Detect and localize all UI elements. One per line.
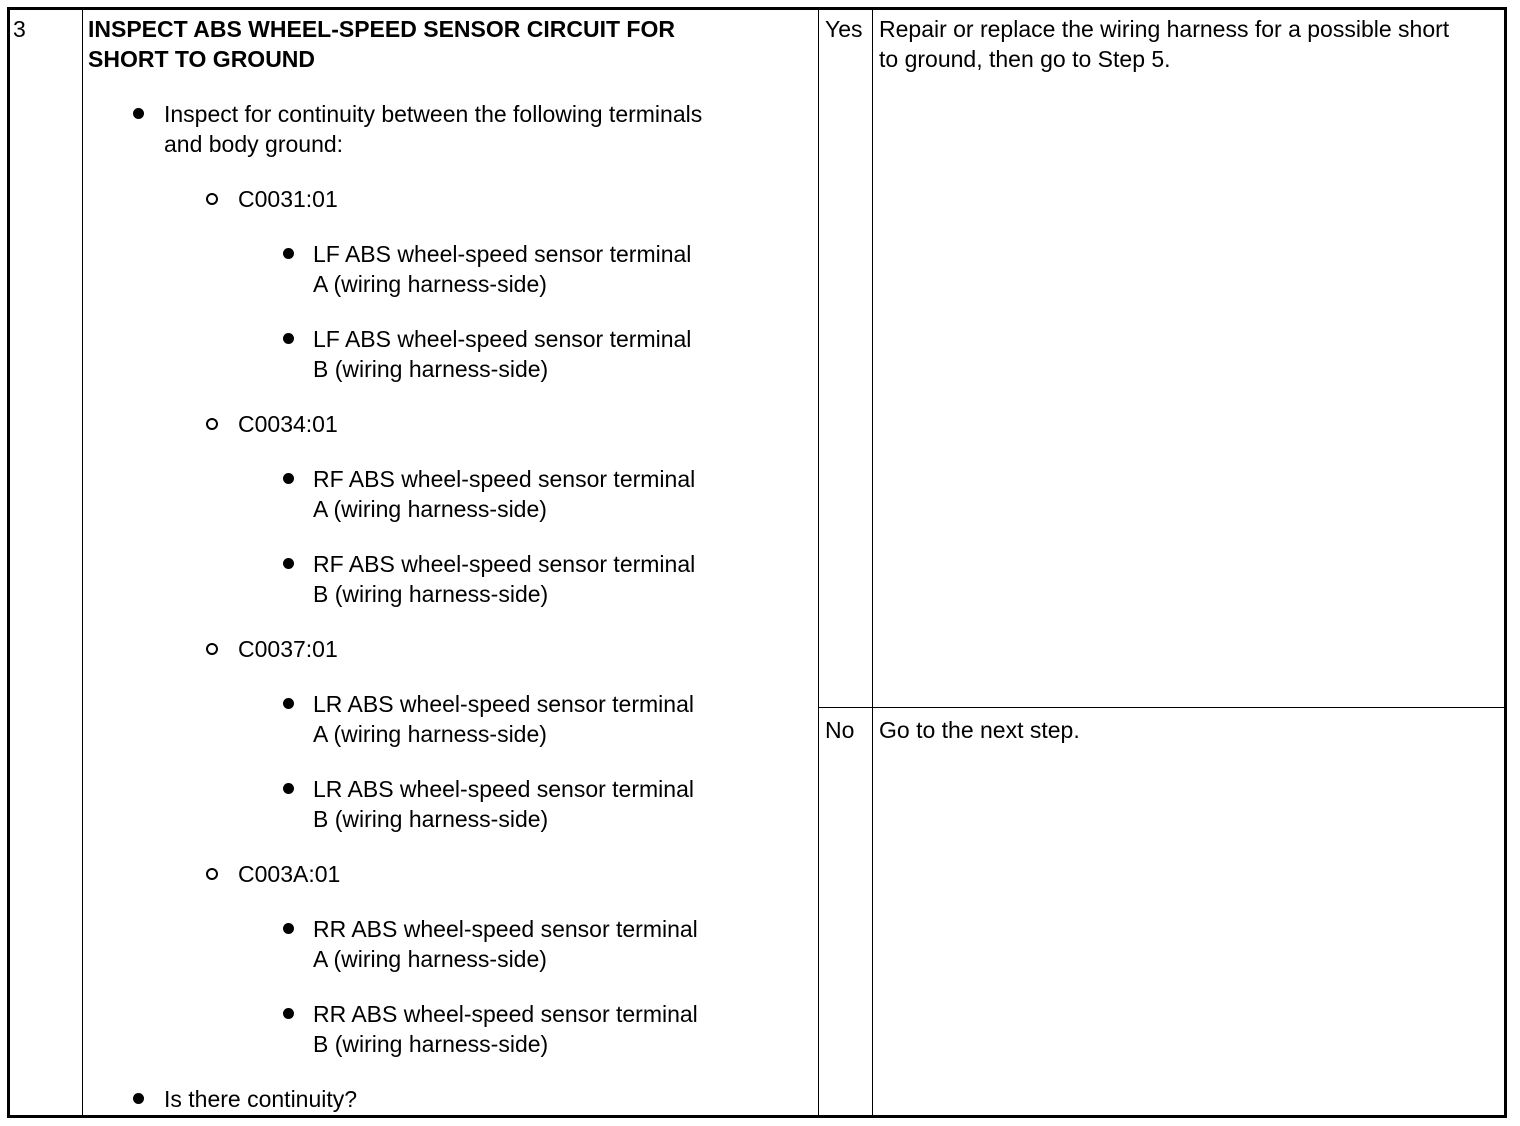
terminal-item-line-1: RR ABS wheel-speed sensor terminal <box>313 1001 698 1027</box>
circle-bullet-icon <box>206 418 218 430</box>
terminal-item-line-1: RF ABS wheel-speed sensor terminal <box>313 466 696 492</box>
connector-label-c0037: C0037:01 <box>238 636 338 662</box>
bullet-icon <box>133 108 144 119</box>
question-text: Is there continuity? <box>164 1086 358 1112</box>
intro-line-1: Inspect for continuity between the following terminals <box>164 101 703 127</box>
terminal-item-line-1: LF ABS wheel-speed sensor terminal <box>313 326 692 352</box>
step-number: 3 <box>13 16 26 42</box>
circle-bullet-icon <box>206 868 218 880</box>
terminal-item-line-2: B (wiring harness-side) <box>313 1031 549 1057</box>
bullet-icon <box>283 923 294 934</box>
connector-label-c0031: C0031:01 <box>238 186 338 212</box>
terminal-item-line-2: A (wiring harness-side) <box>313 721 547 747</box>
row-divider-yes-no <box>818 707 1504 708</box>
terminal-item-line-2: A (wiring harness-side) <box>313 946 547 972</box>
column-divider-step <box>82 10 83 1115</box>
column-divider-inspection <box>818 10 819 1115</box>
terminal-item-line-1: LF ABS wheel-speed sensor terminal <box>313 241 692 267</box>
circle-bullet-icon <box>206 193 218 205</box>
step-title-line-2: SHORT TO GROUND <box>88 46 316 72</box>
result-yes-action-line-1: Repair or replace the wiring harness for a possible short <box>879 16 1450 42</box>
column-divider-result <box>872 10 873 1115</box>
bullet-icon <box>283 783 294 794</box>
bullet-icon <box>283 333 294 344</box>
bullet-icon <box>283 698 294 709</box>
intro-line-2: and body ground: <box>164 131 344 157</box>
connector-label-c003a: C003A:01 <box>238 861 341 887</box>
terminal-item-line-1: LR ABS wheel-speed sensor terminal <box>313 691 694 717</box>
procedure-table <box>7 7 1507 1118</box>
bullet-icon <box>283 558 294 569</box>
terminal-item-line-2: A (wiring harness-side) <box>313 496 547 522</box>
terminal-item-line-1: LR ABS wheel-speed sensor terminal <box>313 776 694 802</box>
bullet-icon <box>283 473 294 484</box>
terminal-item-line-2: A (wiring harness-side) <box>313 271 547 297</box>
terminal-item-line-2: B (wiring harness-side) <box>313 581 549 607</box>
connector-label-c0034: C0034:01 <box>238 411 338 437</box>
terminal-item-line-2: B (wiring harness-side) <box>313 356 549 382</box>
bullet-icon <box>283 248 294 259</box>
terminal-item-line-1: RF ABS wheel-speed sensor terminal <box>313 551 696 577</box>
bullet-icon <box>133 1093 144 1104</box>
terminal-item-line-1: RR ABS wheel-speed sensor terminal <box>313 916 698 942</box>
circle-bullet-icon <box>206 643 218 655</box>
result-yes-action-line-2: to ground, then go to Step 5. <box>879 46 1171 72</box>
step-title-line-1: INSPECT ABS WHEEL-SPEED SENSOR CIRCUIT FOR <box>88 16 675 42</box>
result-no-label: No <box>825 717 855 743</box>
result-no-action: Go to the next step. <box>879 717 1080 743</box>
result-yes-label: Yes <box>825 16 863 42</box>
terminal-item-line-2: B (wiring harness-side) <box>313 806 549 832</box>
bullet-icon <box>283 1008 294 1019</box>
